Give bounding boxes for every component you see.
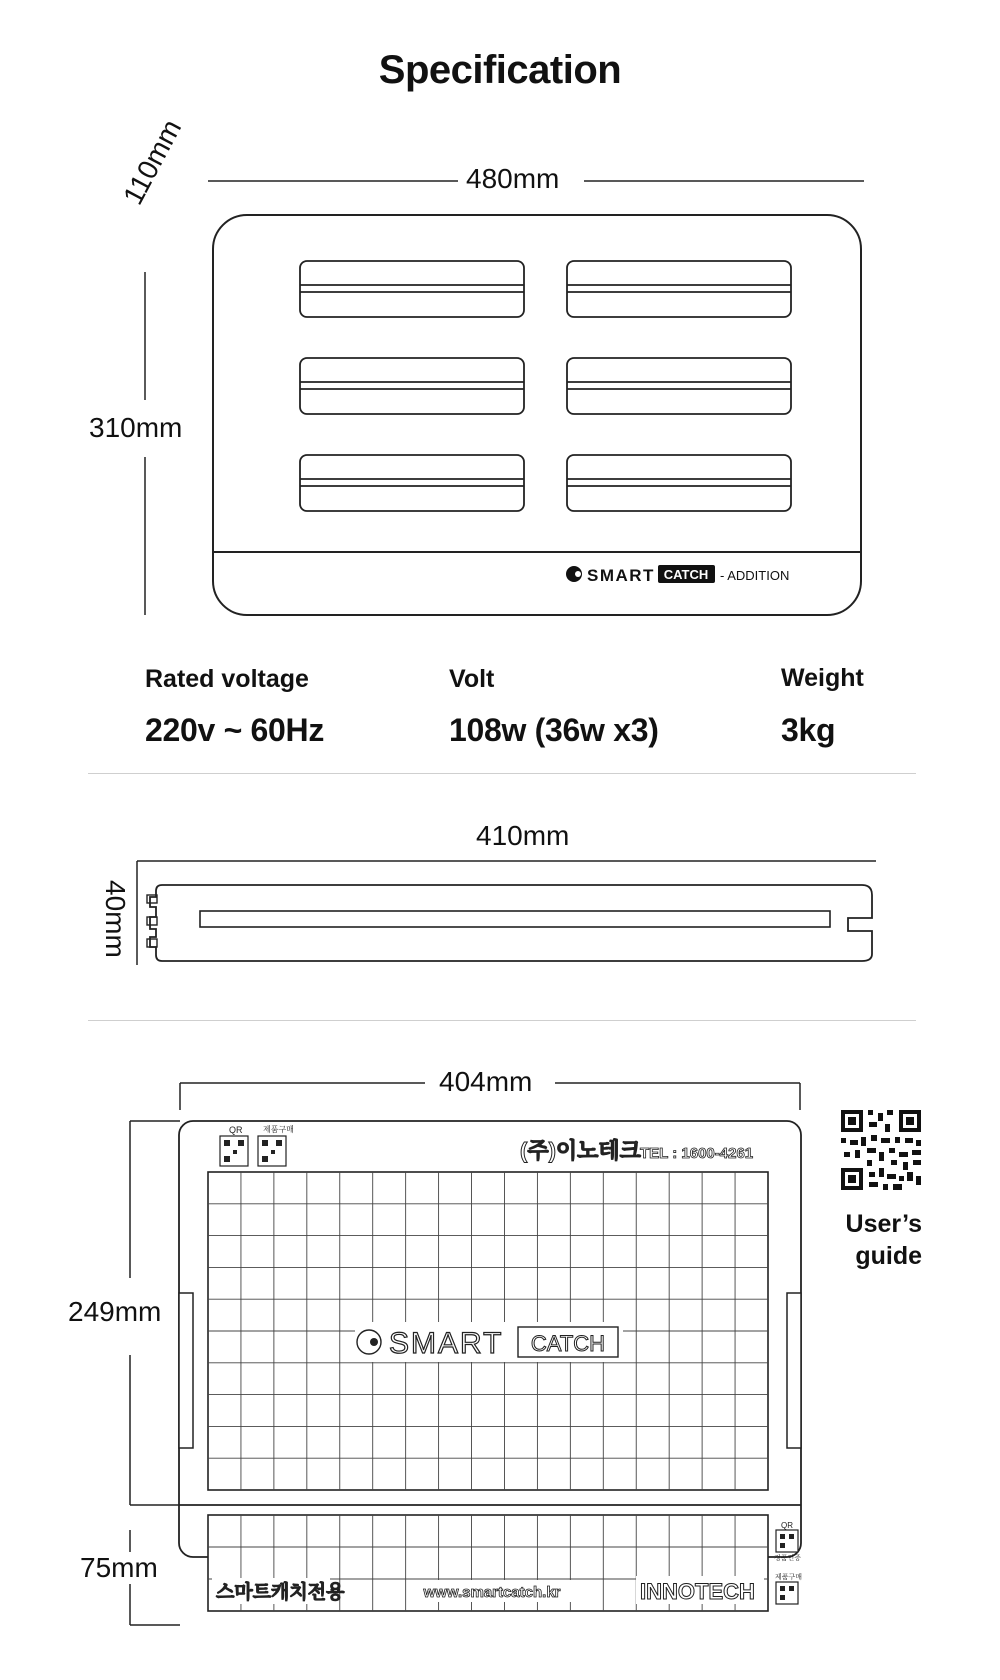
top-view-diagram [0,150,1000,630]
logo-smart: SMART [587,566,655,585]
spec-value-voltage: 220v ~ 60Hz [145,712,325,748]
dim-width-480: 480mm [466,163,560,194]
dim-height-310: 310mm [89,412,183,443]
spec-label-weight: Weight [781,664,864,692]
board-purchase-label: 제품구매 [263,1125,294,1134]
dim-lamp-length-410: 410mm [476,820,570,851]
user-guide-line1: User’s [845,1210,922,1238]
dim-lamp-height-40: 40mm [100,880,131,958]
board-company: (주)이노테크 [520,1138,641,1163]
dim-depth-110: 110mm [117,114,188,210]
logo-suffix: - ADDITION [720,568,790,583]
dim-board-upper-249: 249mm [68,1296,162,1327]
user-guide-line2: guide [855,1242,922,1270]
spec-value-weight: 3kg [781,712,836,748]
logo-catch: CATCH [663,567,709,582]
board-qr-label-bottom: QR [781,1521,793,1530]
board-qr-side-label: 정품인증 [774,1555,802,1562]
board-qr-label: QR [229,1125,243,1135]
dim-board-width-404: 404mm [439,1066,533,1097]
divider-1 [88,773,916,774]
board-brand: INNOTECH [640,1579,755,1604]
user-guide-qr-icon[interactable] [841,1110,921,1190]
dim-board-lower-75: 75mm [80,1552,158,1583]
lamp-diagram [0,855,1000,975]
board-exclusive: 스마트캐치전용 [216,1582,345,1603]
board-website: www.smartcatch.kr [423,1584,561,1601]
board-logo-catch: CATCH [530,1331,606,1356]
spec-label-voltage: Rated voltage [145,665,309,693]
spec-value-volt: 108w (36w x3) [449,712,659,748]
board-logo-smart: SMART [389,1327,504,1360]
board-purchase-label-bottom: 제품구매 [775,1574,803,1581]
page-title: Specification [378,48,622,92]
divider-2 [88,1020,916,1021]
board-tel: TEL : 1600-4261 [640,1145,754,1162]
spec-label-volt: Volt [449,665,495,693]
